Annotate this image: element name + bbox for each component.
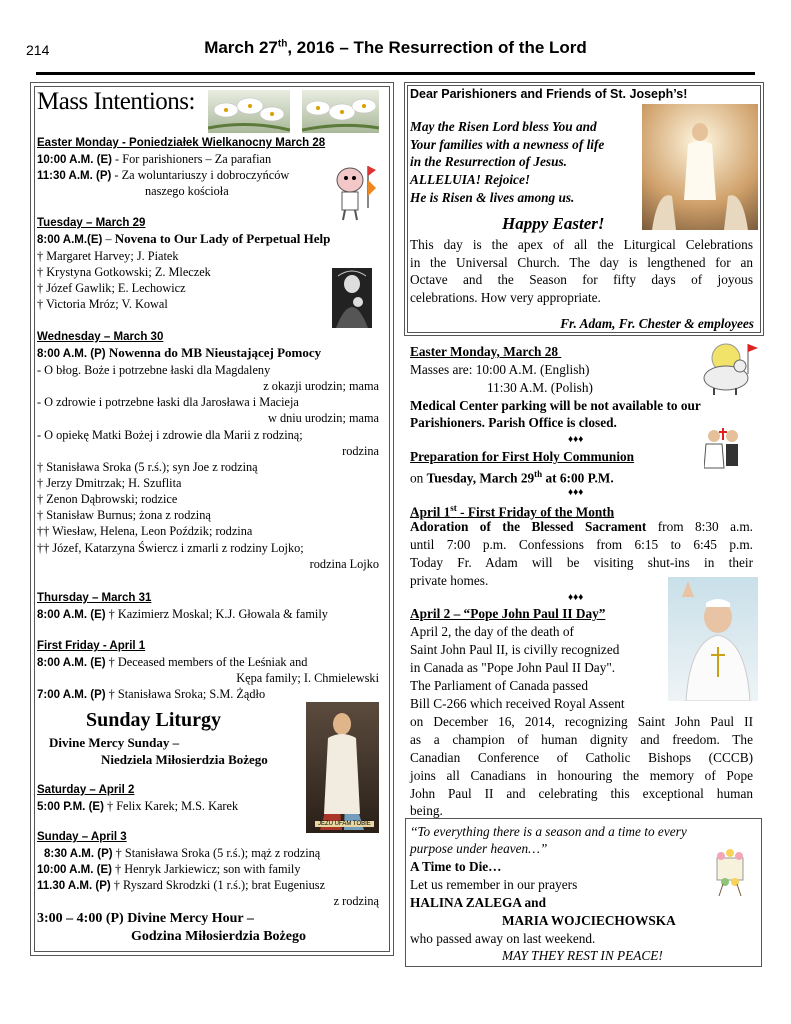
easter-paragraph: in the Universal Church. The day is lengthened for an [410, 255, 753, 270]
resurrection-image [642, 104, 758, 230]
first-communion-title: Preparation for First Holy Communion [410, 449, 635, 464]
first-friday-title: April 1st - First Friday of the Month [410, 503, 615, 520]
first-friday-intention: 7:00 A.M. (P) † Stanisława Sroka; S.M. Żądło [37, 687, 266, 701]
blessing-line: He is Risen & lives among us. [410, 190, 575, 205]
easter-paragraph: celebrations. How very appropriate. [410, 290, 601, 305]
blessing-line: in the Resurrection of Jesus. [410, 154, 567, 169]
sunday-intention-donor: z rodziną [333, 894, 379, 908]
parking-notice: Medical Center parking will be not available to our [410, 398, 701, 413]
greeting-heading: Dear Parishioners and Friends of St. Joseph’s! [410, 87, 688, 101]
memorial-text: Let us remember in our prayers [410, 877, 578, 892]
memorial-quote: ‘‘To everything there is a season and a time to every [410, 824, 687, 839]
tuesday-intention: † Józef Gawlik; E. Lechowicz [37, 281, 186, 295]
memorial-heading: A Time to Die… [410, 859, 502, 874]
mass-intentions-heading: Mass Intentions: [37, 88, 195, 115]
john-paul-text: on December 16, 2014, recognizing Saint John Paul II [410, 714, 753, 729]
first-communion-date: on Tuesday, March 29th at 6:00 P.M. [410, 469, 614, 486]
wednesday-intention: † Stanisław Burnus; żona z rodziną [37, 508, 211, 522]
wednesday-intention: † Jerzy Dmitrzak; H. Szuflita [37, 476, 182, 490]
tuesday-intention: † Victoria Mróz; V. Kowal [37, 297, 168, 311]
john-paul-text: John Paul II and celebrating this exceptional human [410, 786, 753, 801]
tuesday-intention: † Margaret Harvey; J. Piatek [37, 249, 179, 263]
wednesday-intention-donor: rodzina Lojko [309, 557, 379, 571]
jesus-caption: JEZU UFAM TOBIE [315, 821, 374, 827]
john-paul-text: being. [410, 803, 443, 818]
john-paul-text: The Parliament of Canada passed [410, 678, 588, 693]
separator: ♦♦♦ [568, 434, 584, 445]
perpetual-help-icon-image [332, 268, 372, 328]
communion-children-image [704, 426, 742, 476]
wednesday-intention: - O opiekę Matki Bożej i zdrowie dla Marii z rodziną; [37, 428, 303, 442]
easter-monday-masses: 11:30 A.M. (Polish) [487, 380, 593, 395]
thursday-header: Thursday – March 31 [37, 592, 152, 604]
wednesday-intention: - O błog. Boże i potrzebne łaski dla Magdaleny [37, 363, 271, 377]
memorial-text: who passed away on last weekend. [410, 931, 596, 946]
first-friday-intention: 8:00 A.M. (E) † Deceased members of the Leśniak and [37, 655, 308, 669]
blessing-line: ALLELUIA! Rejoice! [410, 172, 531, 187]
easter-monday-line-1: 10:00 A.M. (E) - For parishioners – Za parafian [37, 152, 272, 166]
tuesday-header: Tuesday – March 29 [37, 217, 146, 229]
lilies-image-2 [302, 90, 379, 133]
sunday-liturgy-title: Sunday Liturgy [86, 709, 222, 731]
sunday-liturgy-subtitle: Divine Mercy Sunday – [49, 735, 180, 750]
signature: Fr. Adam, Fr. Chester & employees [560, 316, 754, 331]
divine-mercy-hour: 3:00 – 4:00 (P) Divine Mercy Hour – [37, 911, 254, 926]
header-rule [36, 72, 755, 75]
memorial-name: MARIA WOJCIECHOWSKA [502, 913, 676, 928]
separator: ♦♦♦ [568, 592, 584, 603]
first-friday-text: private homes. [410, 573, 489, 588]
john-paul-text: Saint John Paul II, is civilly recognized [410, 642, 620, 657]
page-title: March 27th, 2016 – The Resurrection of the Lord [204, 38, 587, 57]
wednesday-intention-donor: rodzina [342, 444, 379, 458]
blessing-line: May the Risen Lord bless You and [410, 119, 597, 134]
wednesday-novena-line: 8:00 A.M. (P) Nowenna do MB Nieustającej Pomocy [37, 345, 322, 360]
john-paul-text: as a champion of human dignity and freedom. The [410, 732, 753, 747]
wednesday-header: Wednesday – March 30 [37, 331, 164, 343]
john-paul-text: joins all Canadians in honouring the memory of Pope [410, 768, 753, 783]
john-paul-text: Canadian Conference of Catholic Bishops (CCCB) [410, 750, 753, 765]
john-paul-day-title: April 2 – “Pope John Paul II Day” [410, 606, 606, 621]
happy-easter: Happy Easter! [502, 214, 605, 233]
easter-paragraph: This day is the apex of all the Liturgical Celebrations [410, 237, 753, 252]
wednesday-intention: †† Wiesław, Helena, Leon Poździk; rodzina [37, 524, 253, 538]
memorial-quote: purpose under heaven…” [410, 841, 548, 856]
easter-monday-header: Easter Monday - Poniedziałek Wielkanocny March 28 [37, 137, 326, 149]
wednesday-intention-donor: z okazji urodzin; mama [263, 379, 379, 393]
parking-notice: Parishioners. Parish Office is closed. [410, 415, 617, 430]
easter-paragraph: Octave and the Season for fifty days of joyous [410, 272, 753, 287]
first-friday-header: First Friday - April 1 [37, 640, 146, 652]
page-number: 214 [26, 42, 50, 58]
john-paul-text: April 2, the day of the death of [410, 624, 574, 639]
memorial-name: HALINA ZALEGA and [410, 895, 546, 910]
wednesday-intention: † Stanisława Sroka (5 r.ś.); syn Joe z rodziną [37, 460, 258, 474]
separator: ♦♦♦ [568, 487, 584, 498]
wednesday-intention: † Zenon Dąbrowski; rodzice [37, 492, 178, 506]
memorial-rip: MAY THEY REST IN PEACE! [502, 948, 663, 963]
wednesday-intention: - O zdrowie i potrzebne łaski dla Jarosława i Macieja [37, 395, 299, 409]
divine-mercy-hour-polish: Godzina Miłosierdzia Bożego [131, 929, 306, 944]
easter-lamb-cartoon-image [330, 158, 378, 222]
first-friday-text: until 7:00 p.m. Confessions from 6:15 to 6:45 p.m. [410, 537, 753, 552]
first-friday-intention-donor: Kępa family; I. Chmielewski [236, 671, 379, 685]
wednesday-intention: †† Józef, Katarzyna Świercz i zmarli z rodziny Lojko; [37, 541, 304, 555]
easter-monday-title: Easter Monday, March 28 [410, 344, 562, 359]
tuesday-novena-line: 8:00 A.M.(E) – Novena to Our Lady of Perpetual Help [37, 231, 331, 246]
john-paul-text: Bill C-266 which received Royal Assent [410, 696, 625, 711]
easter-monday-line-2: 11:30 A.M. (P) - Za woluntariuszy i dobroczyńców [37, 168, 290, 182]
lilies-image-1 [208, 90, 290, 133]
saturday-intention: 5:00 P.M. (E) † Felix Karek; M.S. Karek [37, 799, 239, 813]
blessing-line: Your families with a newness of life [410, 137, 605, 152]
lamb-of-god-image [700, 340, 758, 396]
thursday-intention: 8:00 A.M. (E) † Kazimierz Moskal; K.J. Głowala & family [37, 607, 328, 621]
sunday-liturgy-subtitle: Niedziela Miłosierdzia Bożego [101, 752, 268, 767]
easter-monday-line-3: naszego kościoła [145, 184, 229, 198]
wednesday-intention-donor: w dniu urodzin; mama [268, 411, 379, 425]
saturday-header: Saturday – April 2 [37, 784, 135, 796]
sunday-intention: 10:00 A.M. (E) † Henryk Jarkiewicz; son with family [37, 862, 301, 876]
funeral-flowers-image [711, 844, 749, 896]
first-friday-text: Adoration of the Blessed Sacrament from 8:30 a.m. [410, 519, 753, 534]
divine-mercy-jesus-image [306, 702, 379, 833]
easter-monday-masses: Masses are: 10:00 A.M. (English) [410, 362, 590, 377]
sunday-header: Sunday – April 3 [37, 831, 127, 843]
sunday-intention: 8:30 A.M. (P) † Stanisława Sroka (5 r.ś.); mąż z rodziną [44, 846, 321, 860]
first-friday-text: Today Fr. Adam will be visiting shut-ins in their [410, 555, 753, 570]
tuesday-intention: † Krystyna Gotkowski; Z. Mleczek [37, 265, 211, 279]
john-paul-text: in Canada as "Pope John Paul II Day". [410, 660, 616, 675]
pope-john-paul-image [668, 577, 758, 701]
sunday-intention: 11.30 A.M. (P) † Ryszard Skrodzki (1 r.ś.); brat Eugeniusz [37, 878, 326, 892]
